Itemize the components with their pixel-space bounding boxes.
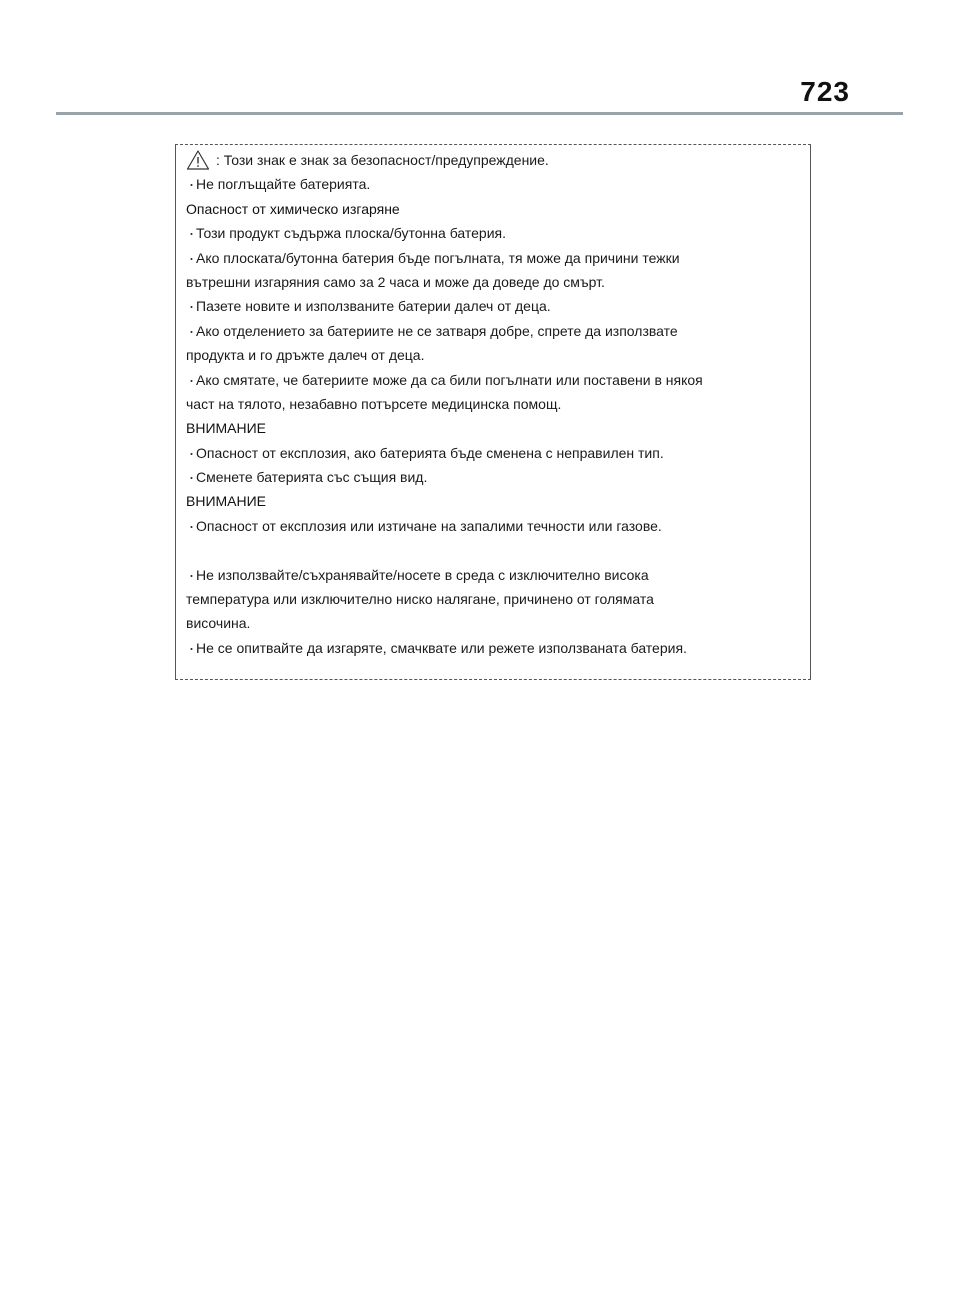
warning-heading: ВНИМАНИЕ [186, 493, 267, 510]
bullet-marker: ・ [186, 448, 197, 461]
warning-continuation-line: вътрешни изгаряния само за 2 часа и може да доведе до смърт. [186, 273, 605, 290]
bullet-marker: ・ [186, 521, 197, 534]
warning-bullet-text: Опасност от експлозия или изтичане на запалими течности или газове. [196, 517, 662, 534]
warning-bullet-text: Сменете батерията със същия вид. [196, 469, 428, 486]
warning-lines [186, 172, 800, 660]
warning-intro-line [186, 148, 800, 172]
warning-bullet-text: Ако отделението за батериите не се затваря добре, спрете да използвате [196, 322, 678, 339]
warning-bullet-text: Ако плоската/бутонна батерия бъде погълната, тя може да причини тежки [196, 249, 680, 266]
warning-bullet-line [186, 172, 800, 196]
warning-bullet-text: Не се опитвайте да изгаряте, смачквате или режете използваната батерия. [196, 639, 687, 656]
warning-bullet-line [186, 465, 800, 489]
warning-bullet-text: Не използвайте/съхранявайте/носете в среда с изключително висока [196, 566, 649, 583]
warning-bullet-line [186, 294, 800, 318]
warning-bullet-text: Не поглъщайте батерията. [196, 176, 371, 193]
bullet-marker: ・ [186, 375, 197, 388]
warning-continuation-line: част на тялото, незабавно потърсете медицинска помощ. [186, 395, 562, 412]
warning-bullet-text: Този продукт съдържа плоска/бутонна батерия. [196, 225, 506, 242]
warning-box-content [186, 148, 800, 660]
warning-bullet-line [186, 563, 800, 587]
warning-triangle-icon [186, 149, 212, 171]
warning-bullet-line [186, 221, 800, 245]
bullet-marker: ・ [186, 473, 197, 486]
warning-bullet-line [186, 441, 800, 465]
page-number: 723 [800, 76, 850, 107]
warning-continuation-line: продукта и го дръжте далеч от деца. [186, 347, 425, 364]
warning-bullet-text: Ако смятате, че батериите може да са били погълнати или поставени в някоя [196, 371, 703, 388]
bullet-marker: ・ [186, 229, 197, 242]
battery-warning-box [175, 144, 811, 680]
bullet-marker: ・ [186, 326, 197, 339]
warning-continuation-line: температура или изключително ниско налягане, причинено от голямата [186, 591, 654, 608]
warning-bullet-text: Опасност от експлозия, ако батерията бъде сменена с неправилен тип. [196, 444, 664, 461]
warning-heading: ВНИМАНИЕ [186, 420, 267, 437]
bullet-marker: ・ [186, 643, 197, 656]
header-rule [56, 112, 903, 115]
warning-bullet-line [186, 368, 800, 392]
warning-intro-text: : Този знак е знак за безопасност/предупреждение. [216, 152, 549, 168]
blank-line [186, 538, 800, 562]
warning-heading: Опасност от химическо изгаряне [186, 200, 400, 217]
bullet-marker: ・ [186, 302, 197, 315]
warning-bullet-line [186, 514, 800, 538]
bullet-marker: ・ [186, 180, 197, 193]
bullet-marker: ・ [186, 570, 197, 583]
warning-bullet-line [186, 636, 800, 660]
warning-bullet-text: Пазете новите и използваните батерии далеч от деца. [196, 298, 551, 315]
warning-continuation-line: височина. [186, 615, 251, 632]
bullet-marker: ・ [186, 253, 197, 266]
warning-bullet-line [186, 246, 800, 270]
warning-bullet-line [186, 319, 800, 343]
